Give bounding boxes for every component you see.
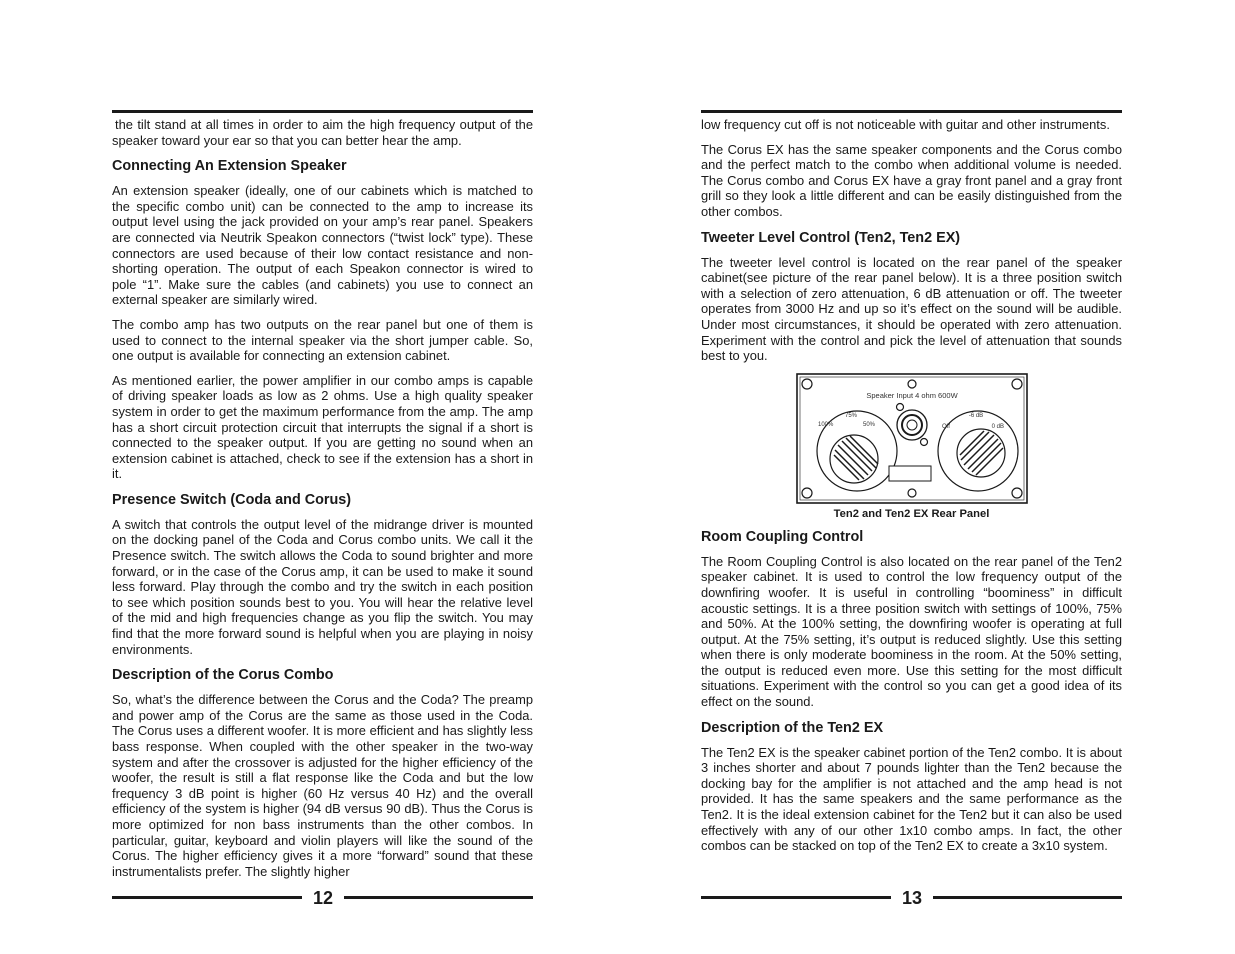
footer-rule: [933, 896, 1122, 899]
dial-label: -6 dB: [968, 412, 983, 419]
section-heading-extension-speaker: Connecting An Extension Speaker: [112, 158, 347, 175]
left-column: [112, 117, 533, 888]
rear-panel-illustration: [796, 373, 1028, 504]
page-number: 13: [901, 888, 923, 908]
figure-caption: Ten2 and Ten2 EX Rear Panel: [833, 507, 990, 520]
continued-paragraph: low frequency cut off is not noticeable with guitar and other instruments.: [701, 117, 1110, 132]
paragraph: The Room Coupling Control is also located on the rear panel of the Ten2 speaker cabinet. It is used to control the low frequency output of the downfiring woofer. It is useful in controlling “boominess” in difficult acoustic settings. It is a three position switch with settings of 100%, 75% and 50%. At the 100% setting, the downfiring woofer is operating at full output. At the 75% setting, it’s output is reduced slightly. Use this setting when there is only moderate boominess in the room. At the 50% setting, the output is reduced even more. Use this setting for the most difficult situations. Experiment with the control so you can get a good idea of its effect on the sound.: [701, 553, 1122, 710]
paragraph: A switch that controls the output level of the midrange driver is mounted on the docking panel of the Coda and Corus combo units. We call it the Presence switch. The switch allows the Coda to sound brighter and more forward, or in the case of the Corus amp, it can be used to make it sound less forward. Play through the combo and try the switch in each position to see which position sounds best to you. You will hear the relative level of the mid and high frequencies change as you flip the switch. You may find that the more forward sound is helpful when you are playing in noisy environments.: [112, 516, 533, 657]
paragraph: The Ten2 EX is the speaker cabinet portion of the Ten2 combo. It is about 3 inches shorter and about 7 pounds lighter than the Ten2 because the docking bay for the amplifier is not attached and the amp head is not provided. It has the same speakers and the same performance as the Ten2. It is the ideal extension cabinet for the Ten2 but it can also be used effectively with any of our other 1x10 combo amps. In fact, the other combos can be stacked on top of the Ten2 EX to create a 3x10 system.: [701, 744, 1122, 854]
dial-label: 100%: [817, 421, 833, 428]
page-footer: [701, 887, 1122, 909]
dial-label: 0 dB: [991, 423, 1004, 430]
section-heading-room-coupling: Room Coupling Control: [701, 528, 864, 545]
page-footer: [112, 887, 533, 909]
dial-label: 50%: [862, 421, 875, 428]
right-column: [701, 117, 1122, 863]
dial-label: 75%: [844, 412, 857, 419]
panel-label: Speaker Input 4 ohm 600W: [865, 390, 958, 400]
paragraph: The Corus EX has the same speaker components and the Corus combo and the perfect match to the combo when additional volume is needed. The Corus combo and Corus EX have a gray front panel and a gray front grill so they look a little different and can be easily distinguished from the other combos.: [701, 141, 1122, 219]
paragraph: So, what’s the difference between the Corus and the Coda? The preamp and power amp of the Corus are the same as those used in the Coda. The Corus uses a different woofer. It is more efficient and has slightly less bass response. When coupled with the other speaker in the two-way system and after the crossover is adjusted for the higher efficiency of the woofer, the result is still a flat response like the Coda and but the low frequency 3 dB point is higher (60 Hz versus 40 Hz) and the overall efficiency of the system is higher (94 dB versus 90 dB). Thus the Corus is more optimized for non bass instruments than the other combos. In particular, guitar, keyboard and violin players will like the sound of the Corus. The higher efficiency gives it a more “forward” sound that these instrumentalists prefer. The slightly higher: [112, 692, 533, 879]
section-heading-ten2-ex: Description of the Ten2 EX: [701, 719, 884, 736]
page-number: 12: [312, 888, 334, 908]
continued-paragraph: the tilt stand at all times in order to aim the high frequency output of the speaker toward your ear so that you can better hear the amp.: [112, 117, 533, 148]
top-rule: [112, 110, 533, 113]
top-rule: [701, 110, 1122, 113]
rear-panel-figure: [701, 373, 1122, 521]
right-page: [701, 0, 1123, 954]
footer-rule: [344, 896, 533, 899]
section-heading-presence-switch: Presence Switch (Coda and Corus): [112, 491, 352, 508]
footer-rule: [701, 896, 891, 899]
dial-label: Off: [941, 423, 950, 430]
paragraph: As mentioned earlier, the power amplifier in our combo amps is capable of driving speaker loads as low as 2 ohms. Use a high quality speaker system in order to get the maximum performance from the amp. The amp has a short circuit protection circuit that interrupts the signal if a short is connected to the speaker output. If you are getting no sound when an extension cabinet is attached, check to see if the extension has a short in it.: [112, 372, 533, 482]
footer-rule: [112, 896, 302, 899]
section-heading-corus-combo: Description of the Corus Combo: [112, 667, 334, 684]
left-page: [112, 0, 534, 954]
paragraph: An extension speaker (ideally, one of our cabinets which is matched to the specific combo unit) can be connected to the amp to increase its output level using the jack provided on your amp’s rear panel. Speakers are connected via Neutrik Speakon connectors (“twist lock” type). These connectors are used because of their low contact resistance and non-shorting operation. The output of each Speakon connector is wired to pole “1”. Make sure the cables (and cabinets) you use to connect an external speaker are similarly wired.: [112, 183, 533, 308]
paragraph: The tweeter level control is located on the rear panel of the speaker cabinet(see picture of the rear panel below). It is a three position switch with a selection of zero attenuation, 6 dB attenuation or off. The tweeter operates from 3000 Hz and up so it’s effect on the sound will be audible. Under most circumstances, it should be operated with zero attenuation. Experiment with the control and pick the level of attenuation that sounds best to you.: [701, 254, 1122, 364]
paragraph: The combo amp has two outputs on the rear panel but one of them is used to connect to the internal speaker via the short jumper cable. So, one output is available for connecting an extension cabinet.: [112, 316, 533, 364]
section-heading-tweeter-level: Tweeter Level Control (Ten2, Ten2 EX): [701, 229, 961, 246]
label-plate: [889, 466, 931, 481]
